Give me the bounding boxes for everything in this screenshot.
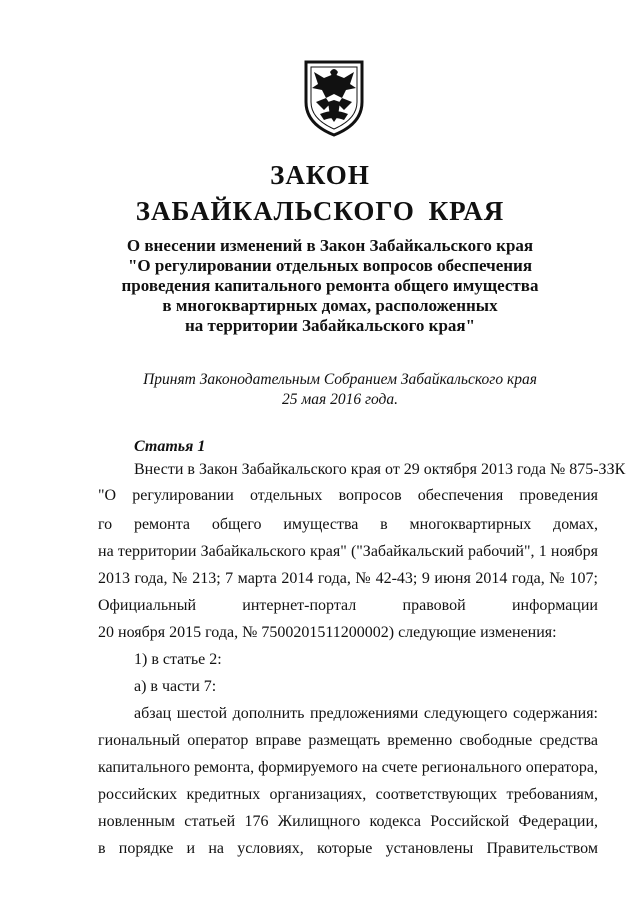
subtitle-line: "О регулировании отдельных вопросов обеспечения	[127, 256, 533, 275]
body-text-line: капитального ремонта, формируемого на счете регионального оператора,	[98, 759, 598, 776]
body-text-line: го ремонта общего имущества в многоквартирных домах,	[98, 516, 598, 533]
law-title: ЗАКОН	[270, 160, 370, 190]
body-text-line: 1) в статье 2:	[134, 651, 222, 668]
adoption-note	[100, 370, 580, 410]
subtitle-line: О внесении изменений в Закон Забайкальского края	[126, 236, 534, 255]
article-heading: Статья 1	[134, 438, 206, 455]
body-text-line: Официальный интернет-портал правовой информации	[98, 597, 598, 614]
body-text-line: гиональный оператор вправе размещать временно свободные средства	[98, 732, 598, 749]
body-text-line: абзац шестой дополнить предложениями следующего содержания:	[134, 705, 598, 722]
subtitle-line: в многоквартирных домах, расположенных	[162, 296, 498, 315]
region-title: ЗАБАЙКАЛЬСКОГО КРАЯ	[135, 196, 505, 226]
law-subtitle	[100, 236, 560, 336]
body-text-line: российских кредитных организациях, соответствующих требованиям,	[98, 786, 598, 803]
body-text-line: в порядке и на условиях, которые установлены Правительством	[98, 840, 598, 857]
adoption-date: 25 мая 2016 года.	[281, 391, 399, 408]
body-text-line: 20 ноября 2015 года, № 7500201511200002) следующие изменения:	[98, 624, 557, 641]
subtitle-line: проведения капитального ремонта общего имущества	[121, 276, 539, 295]
body-text-line: новленным статьей 176 Жилищного кодекса Российской Федерации,	[98, 813, 598, 830]
body-text-line: 2013 года, № 213; 7 марта 2014 года, № 42-43; 9 июня 2014 года, № 107;	[98, 570, 598, 587]
body-text-line: "О регулировании отдельных вопросов обеспечения проведения	[98, 487, 598, 504]
adoption-line: Принят Законодательным Собранием Забайкальского края	[143, 371, 537, 388]
body-text-line: на территории Забайкальского края" ("Забайкальский рабочий", 1 ноября	[98, 543, 598, 560]
coat-of-arms-emblem	[302, 58, 366, 138]
subtitle-line: на территории Забайкальского края"	[184, 316, 476, 335]
body-text-line: а) в части 7:	[134, 678, 217, 695]
body-text-line: Внести в Закон Забайкальского края от 29 октября 2013 года № 875-ЗЗК	[134, 461, 626, 478]
